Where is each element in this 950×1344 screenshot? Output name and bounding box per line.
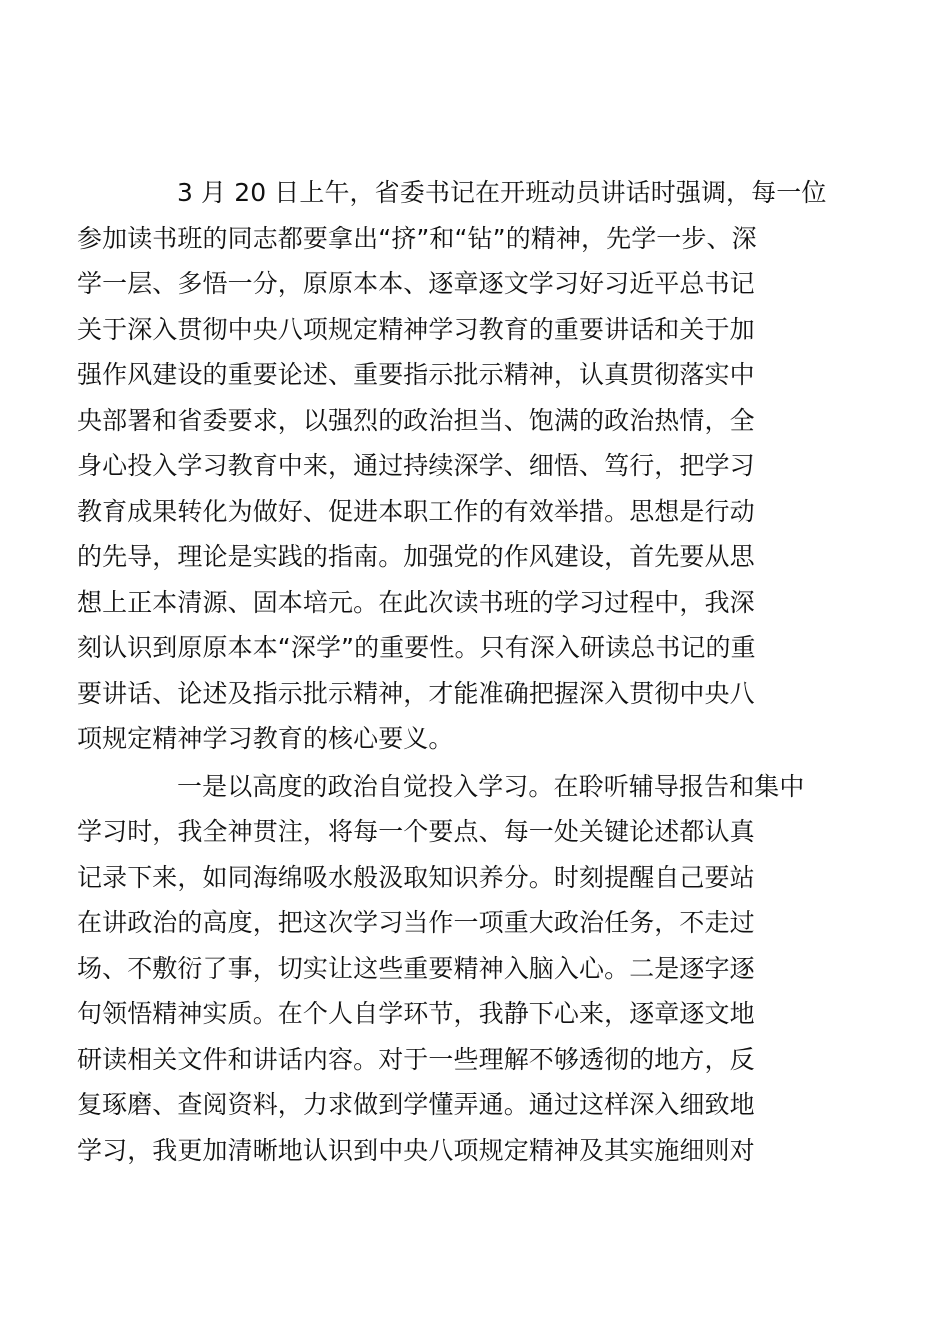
paragraph-2 xyxy=(77,764,827,1174)
text-line: 研读相关文件和讲话内容。对于一些理解不够透彻的地方，反 xyxy=(77,1044,755,1074)
text-line: 的先导，理论是实践的指南。加强党的作风建设，首先要从思 xyxy=(77,542,755,571)
text-line: 项规定精神学习教育的核心要义。 xyxy=(77,724,454,753)
text-line: 想上正本清源、固本培元。在此次读书班的学习过程中，我深 xyxy=(77,587,755,617)
text-line: 参加读书班的同志都要拿出“挤”和“钻”的精神，先学一步、深 xyxy=(77,223,757,253)
body-text xyxy=(77,170,827,1175)
text-line: 身心投入学习教育中来，通过持续深学、细悟、笃行，把学习 xyxy=(77,451,755,480)
text-line: 要讲话、论述及指示批示精神，才能准确把握深入贯彻中央八 xyxy=(77,678,755,708)
paragraph-1 xyxy=(77,170,827,762)
text-line: 在讲政治的高度，把这次学习当作一项重大政治任务，不走过 xyxy=(77,908,755,937)
text-line: 学习时，我全神贯注，将每一个要点、每一处关键论述都认真 xyxy=(77,817,755,846)
text-line: 关于深入贯彻中央八项规定精神学习教育的重要讲话和关于加 xyxy=(77,314,755,344)
text-line: 强作风建设的重要论述、重要指示批示精神，认真贯彻落实中 xyxy=(77,360,755,389)
text-line: 场、不敷衍了事，切实让这些重要精神入脑入心。二是逐字逐 xyxy=(77,953,755,983)
text-line: 学一层、多悟一分，原原本本、逐章逐文学习好习近平总书记 xyxy=(77,269,755,298)
text-line: 一是以高度的政治自觉投入学习。在聆听辅导报告和集中 xyxy=(177,771,805,801)
text-line: 央部署和省委要求，以强烈的政治担当、饱满的政治热情，全 xyxy=(77,405,755,435)
text-line: 学习，我更加清晰地认识到中央八项规定精神及其实施细则对 xyxy=(77,1135,755,1165)
text-line: 3 月 20 日上午，省委书记在开班动员讲话时强调，每一位 xyxy=(177,178,827,207)
text-line: 刻认识到原原本本“深学”的重要性。只有深入研读总书记的重 xyxy=(77,633,756,662)
text-line: 句领悟精神实质。在个人自学环节，我静下心来，逐章逐文地 xyxy=(77,999,755,1028)
text-line: 记录下来，如同海绵吸水般汲取知识养分。时刻提醒自己要站 xyxy=(77,862,755,892)
text-line: 教育成果转化为做好、促进本职工作的有效举措。思想是行动 xyxy=(77,496,755,526)
text-line: 复琢磨、查阅资料，力求做到学懂弄通。通过这样深入细致地 xyxy=(77,1090,755,1119)
